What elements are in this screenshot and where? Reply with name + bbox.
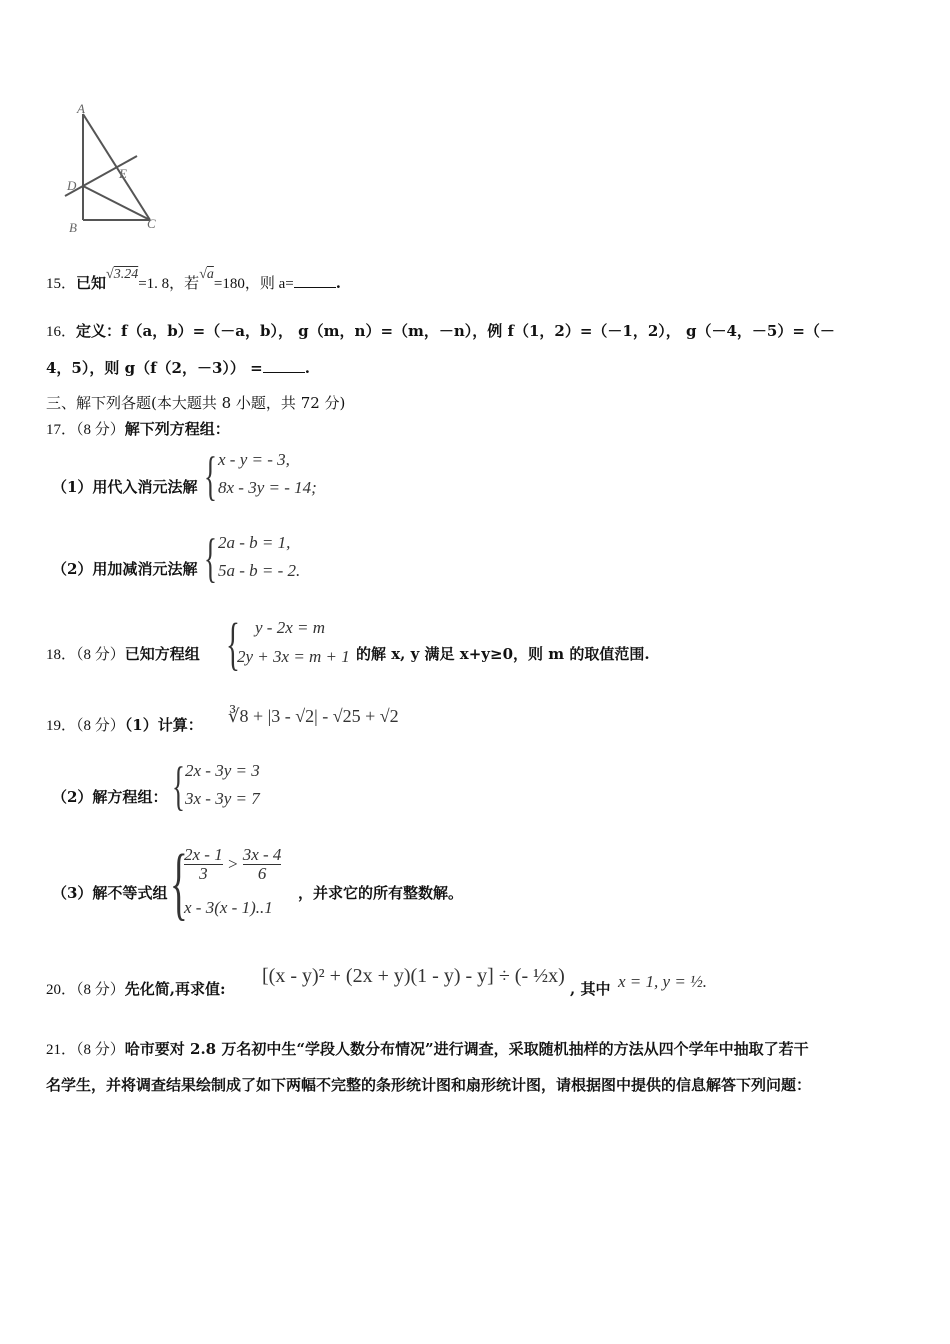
q20-text-a: 先化简,再求值:: [124, 980, 226, 998]
q19-part-3-label: （3）解不等式组: [52, 884, 168, 902]
q20-expression: [(x - y)² + (2x + y)(1 - y) - y] ÷ (- ½x): [262, 965, 565, 987]
q18-text-a: 已知方程组: [124, 645, 200, 663]
q19-part-2-eq-1: 2x - 3y = 3: [185, 761, 260, 780]
q17-part-1-brace: {: [204, 446, 217, 506]
q17-score: （8 分）: [76, 422, 125, 438]
q17-part-2-eq-2: 5a - b = - 2.: [218, 561, 301, 580]
q21-text-1: 哈市要对 2.8 万名初中生“学段人数分布情况”进行调查，采取随机抽样的方法从四个学年中抽取了若干: [124, 1040, 809, 1058]
q18-score: （8 分）: [76, 647, 125, 663]
q17-part-2-eq-1: 2a - b = 1,: [218, 533, 291, 552]
q16-end: .: [304, 359, 310, 377]
q19-part-3-tail: ，并求它的所有整数解。: [298, 884, 464, 902]
q19-part-3-fraction-2: $\frac{3x - 4}{6}$: [242, 845, 282, 883]
label-c: C: [147, 216, 156, 231]
q15: [46, 267, 341, 293]
q17-part-1-eq-2: 8x - 3y = - 14;: [218, 478, 317, 497]
q15-end: .: [335, 274, 341, 292]
q15-radical-1: √3.24: [106, 267, 139, 282]
q19-part-1-expression: ∛8 + |3 - √2| - √25 + √2: [228, 706, 399, 726]
q19-part-3-ineq-1: $\frac{2x - 1}{3}$ > $\frac{3x - 4}{6}$: [184, 845, 282, 883]
q21-line-1: [46, 1038, 809, 1059]
q19-part-2-eq-2: 3x - 3y = 7: [185, 789, 260, 808]
q19-part-3-ineq-2: x - 3(x - 1)..1: [184, 898, 273, 917]
q21-score: （8 分）: [76, 1042, 125, 1058]
label-d: D: [67, 178, 77, 193]
q21-number: 21．: [46, 1042, 77, 1058]
q17-part-1-eq-1: x - y = - 3,: [218, 450, 290, 469]
q20-text-b: , 其中: [570, 980, 611, 998]
q18-text-b: 的解 x, y 满足 x+y≥0，则 m 的取值范围.: [356, 645, 650, 663]
q15-radical-2: √a: [199, 267, 214, 282]
q19-part-2-brace: {: [172, 756, 185, 816]
q17-part-1-label: （1）用代入消元法解: [52, 478, 198, 496]
q18-eq-1: y - 2x = m: [255, 618, 326, 637]
q17-title: 解下列方程组：: [124, 420, 230, 438]
q20-number: 20．: [46, 982, 77, 998]
q15-text-c: =180，则 a=: [213, 276, 294, 292]
q18-number: 18．: [46, 647, 77, 663]
q16-text-2: 4，5），则 g（f（2，－3）） =: [46, 359, 263, 377]
label-a: A: [77, 101, 85, 116]
q20-condition: x = 1, y = ½.: [618, 972, 708, 991]
q19-part-3-brace: {: [170, 837, 188, 928]
q20-heading: [46, 978, 226, 999]
q16-line-2: [46, 357, 310, 378]
q19-part-2-label: （2）解方程组：: [52, 788, 168, 806]
q17-number: 17．: [46, 422, 77, 438]
q18-brace: {: [226, 611, 240, 676]
q16-line-1: [46, 320, 835, 341]
q19-part-1-label: （1）计算：: [124, 716, 203, 734]
q17-part-2-label: （2）用加减消元法解: [52, 560, 198, 578]
q18-eq-2: 2y + 3x = m + 1: [237, 647, 350, 666]
q20-score: （8 分）: [76, 982, 125, 998]
triangle-figure: [55, 100, 175, 240]
q19-score: （8 分）: [76, 718, 125, 734]
q19-heading: [46, 714, 203, 735]
q18-heading: [46, 643, 200, 664]
q15-number: 15．: [46, 276, 77, 292]
q17-heading: [46, 418, 230, 439]
q21-text-2: 名学生，并将调查结果绘制成了如下两幅不完整的条形统计图和扇形统计图，请根据图中提供的信息解答下列问题：: [46, 1076, 812, 1094]
q16-number: 16．: [46, 324, 77, 340]
q15-text-a: 已知: [76, 274, 107, 292]
q16-answer-blank: [263, 358, 305, 373]
q15-answer-blank: [294, 273, 336, 288]
q19-part-3-fraction-1: $\frac{2x - 1}{3}$: [184, 845, 223, 883]
label-e: E: [119, 166, 127, 181]
section-3-title: 三、解下列各题(本大题共 8 小题，共 72 分): [46, 394, 346, 412]
q16-text-1: 定义：f（a，b）=（－a，b）， g（m，n）=（m，－n），例 f（1，2）=（－1，2）， g（－4，－5）=（－: [76, 322, 835, 340]
q17-part-2-brace: {: [204, 528, 217, 588]
label-b: B: [69, 220, 77, 235]
q19-number: 19．: [46, 718, 77, 734]
q15-text-b: =1. 8，若: [138, 276, 200, 292]
